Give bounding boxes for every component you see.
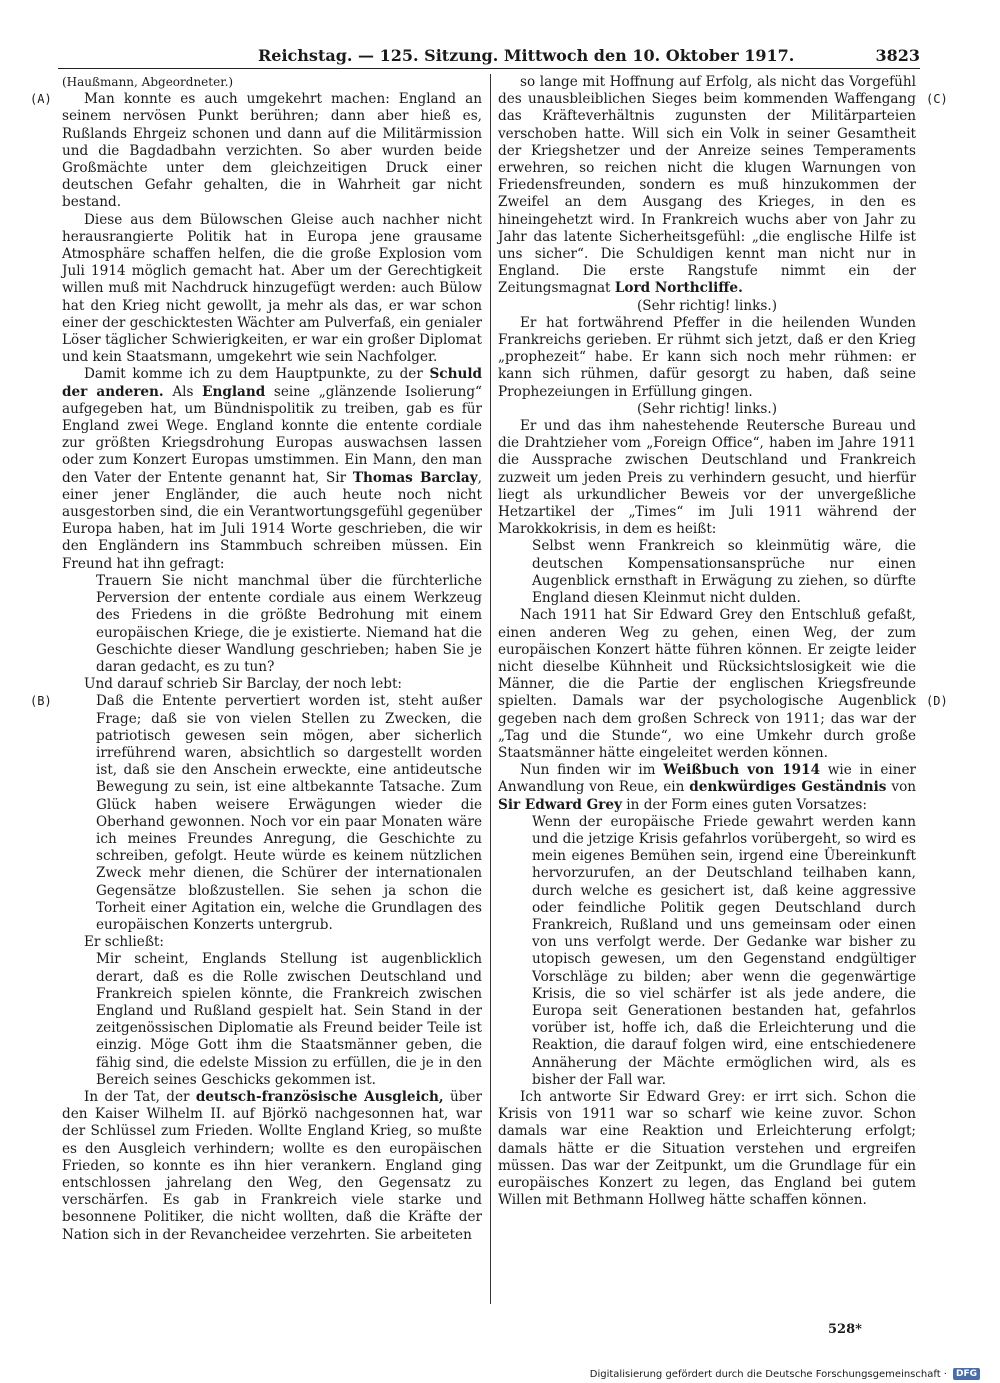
emphasized-text: deutsch-französische Ausgleich, xyxy=(195,1088,444,1105)
paragraph-text: Nun finden wir im xyxy=(520,762,664,779)
speaker-attribution: (Haußmann, Abgeordneter.) xyxy=(62,75,234,89)
paragraph xyxy=(498,762,916,814)
emphasized-text: Schuld der anderen. xyxy=(62,366,482,400)
left-text-column xyxy=(62,74,482,1244)
emphasized-text: denkwürdiges Geständnis xyxy=(689,779,887,796)
paragraph-text: über den Kaiser Wilhelm II. auf Björkö nachgesonnen hat, war der Schlüssel zum Frieden. Wollte England Krieg, so mußte es den Ausgleich verhindern; wollte es den europäischen Frieden, so konnte es ihn hier verankern. England ging entschlossen jahrelang den Weg, den Gegensatz zu verschärfen. Es gab in Frankreich viele starke und besonnene Politiker, die nicht wollten, daß die Kräfte der Nation sich in der Revancheidee verzehrten. Sie arbeiteten xyxy=(62,1088,482,1243)
paragraph-text: in der Form eines guten Vorsatzes: xyxy=(621,796,867,813)
page-footer xyxy=(590,1368,980,1380)
page-header xyxy=(58,44,920,69)
paragraph xyxy=(62,366,482,572)
paragraph-text: , einer jener Engländer, die auch heute noch nicht ausgestorben sind, die ein Verantwortungsgefühl gegenüber Europa haben, hat im Juli 1914 Worte geschrieben, die wir den Engländern ins Stammbuch schreiben müssen. Ein Freund hat ihn gefragt: xyxy=(62,469,482,572)
paragraph-text: Damit komme ich zu dem Hauptpunkte, zu der xyxy=(84,366,430,383)
right-text-column xyxy=(498,74,916,1209)
paragraph: Nach 1911 hat Sir Edward Grey den Entschluß gefaßt, einen anderen Weg zu gehen, einen Weg, der zum europäischen Konzert hätte führen können. Er zeigte leider nicht dieselbe Kühnheit und Rücksichtslosigkeit wie die Männer, die die Partie der englischen Kriegsfreunde spielten. Damals war der psychologische Augenblick gegeben nach dem großen Schreck von 1911; das war der „Tag und die Stunde“, wo eine Umkehr durch große Staatsmänner hätte eingeleitet werden können. xyxy=(498,607,916,761)
paragraph: Und darauf schrieb Sir Barclay, der noch lebt: xyxy=(84,676,402,693)
margin-letter-a: (A) xyxy=(30,92,52,106)
paragraph: Er hat fortwährend Pfeffer in die heilenden Wunden Frankreichs gerieben. Er rühmt sich jetzt, daß er den Krieg „prophezeit“ habe. Er kann sich noch mehr rühmen: er kann sich rühmen, dafür gesorgt zu haben, daß seine Prophezeiungen in Erfüllung gingen. xyxy=(498,314,916,400)
paragraph: Man konnte es auch umgekehrt machen: England an seinem nervösen Punkt berühren; dann aber hieß es, Rußlands Ehrgeiz schonen und dann auf die Militärmission und die Bagdadbahn verzichten. So aber wurden beide Großmächte unter dem gleichzeitigen Druck einer deutschen Gefahr gehalten, die in Wahrheit gar nicht bestand. xyxy=(62,91,482,211)
footer-credit-text: Digitalisierung gefördert durch die Deutsche Forschungsgemeinschaft · xyxy=(589,1368,947,1380)
emphasized-text: Sir Edward Grey xyxy=(498,796,622,813)
quoted-passage: Daß die Entente pervertiert worden ist, steht außer Frage; daß sie von vielen Stellen zu Zwecken, die patriotisch gewesen sein mögen, aber sicherlich irreführend waren, absichtlich so dargestellt worden ist, daß sie den Anschein erweckte, eine antideutsche Bewegung zu sein, ist eine altbekannte Tatsache. Zum Glück haben weisere Erwägungen wieder die Oberhand gewonnen. Noch vor ein paar Monaten wäre ich meines Freundes Anregung, die Geschichte zu schreiben, gefolgt. Heute würde es keinem nützlichen Zweck mehr dienen, die Schürer der internationalen Gegensätze bloßzustellen. Sie sehen ja schon die Torheit einer Agitation ein, welche die Grundlagen des europäischen Konzerts untergrub. xyxy=(96,693,482,933)
paragraph-text: so lange mit Hoffnung auf Erfolg, als nicht das Vorgefühl des unausbleiblichen Sieges beim kommenden Waffengang das Kräfteverhältnis zugunsten der Militärparteien verschoben hatte. Will sich ein Volk in seiner Gesamtheit der Kriegshetzer und der Anreize seines Temperaments erwehren, so reichen nicht die klugen Warnungen von Friedensfreunden, sondern es muß hinzukommen der Zweifel an dem Ausgang des Krieges, in den es hineingehetzt wird. In Frankreich wuchs aber von Jahr zu Jahr das latente Sicherheitsgefühl: „die englische Hilfe ist uns sicher“. Die Schuldigen kennt man nicht nur in England. Die erste Rangstufe nimmt ein der Zeitungsmagnat xyxy=(498,74,916,297)
paragraph: Diese aus dem Bülowschen Gleise auch nachher nicht herausrangierte Politik hat in Europa jene grausame Atmosphäre schaffen helfen, die die große Explosion vom Juli 1914 möglich gemacht hat. Aber um der Gerechtigkeit willen muß mit Nachdruck hinzugefügt werden: auch Bülow hat den Krieg nicht gewollt, ja mehr als das, er war schon einer der geschicktesten Wächter am Pulverfaß, ein genialer Löser täglicher Schwierigkeiten, er war ein großer Diplomat und kein Staatsmann, umgekehrt wie sein Nachfolger. xyxy=(62,211,482,366)
paragraph xyxy=(498,74,916,298)
paragraph: Er schließt: xyxy=(84,934,164,951)
dfg-logo-icon: DFG xyxy=(953,1368,980,1380)
emphasized-text: Lord Northcliffe. xyxy=(614,280,743,297)
emphasized-text: Thomas Barclay xyxy=(352,469,478,486)
quoted-passage: Wenn der europäische Friede gewahrt werden kann und die jetzige Krisis gefahrlos vorübergeht, so wird es mein eigenes Bemühen sein, irgend eine Übereinkunft hervorzurufen, an der Deutschland teilhaben kann, durch welche es gesichert ist, daß keine aggressive oder feindliche Politik gegen Deutschland durch Frankreich, Rußland und uns gemeinsam oder einen von uns verfolgt werde. Der Gedanke war bisher zu utopisch gewesen, um den Gegenstand endgültiger Vorschläge zu bilden; aber wenn die gegenwärtige Krisis, die so viel schärfer ist als jede andere, die Europa seit Generationen bestanden hat, gefahrlos vorüber ist, hoffe ich, daß die Erleichterung und die Reaktion, die darauf folgen wird, eine entschiedenere Annäherung der Mächte ermöglichen wird, als es bisher der Fall war. xyxy=(532,813,916,1088)
interjection: (Sehr richtig! links.) xyxy=(636,400,778,417)
paragraph: Ich antworte Sir Edward Grey: er irrt sich. Schon die Krisis von 1911 war so scharf wie keine zuvor. Schon damals war eine Reaktion und Erleichterung erfolgt; damals hätte er die Situation verstehen und ergreifen müssen. Das war der Zeitpunkt, um die Grundlage für ein europäisches Konzert zu legen, das England bei gutem Willen mit Bethmann Hollweg hätte schaffen können. xyxy=(498,1088,916,1209)
printer-signature-mark: 528* xyxy=(828,1322,862,1337)
margin-letter-c: (C) xyxy=(926,92,948,106)
paragraph-text: von xyxy=(886,779,917,796)
margin-letter-d: (D) xyxy=(926,694,948,708)
page-number: 3823 xyxy=(875,46,920,65)
quoted-passage: Mir scheint, Englands Stellung ist augenblicklich derart, daß es die Rolle zwischen Deutschland und Frankreich spielen könnte, die Frankreich zwischen England und Rußland gespielt hat. Sein Stand in der zeitgenössischen Diplomatie als Freund beider Teile ist einzig. Möge Gott ihm die Staatsmänner geben, die fähig sind, die edelste Mission zu erfüllen, die je in den Bereich seines Geschicks gekommen ist. xyxy=(96,951,482,1088)
emphasized-text: Weißbuch von 1914 xyxy=(663,762,821,779)
paragraph-text: Als xyxy=(163,383,203,400)
paragraph-text: seine „glänzende Isolierung“ aufgegeben hat, um Bündnispolitik zu treiben, gab es für England zwei Wege. England konnte die entente cordiale zur größten Kriegsdrohung Europas auswachsen lassen oder zum Konzert Europas umstimmen. Ein Mann, den man den Vater der Entente genannt hat, Sir xyxy=(62,383,482,486)
page-header-title: Reichstag. — 125. Sitzung. Mittwoch den 10. Oktober 1917. xyxy=(258,46,795,65)
quoted-passage: Trauern Sie nicht manchmal über die fürchterliche Perversion der entente cordiale aus einem Werkzeug des Friedens in die größte Bedrohung mit einem europäischen Kriege, die je existierte. Niemand hat die Geschichte dieser Wandlung geschrieben; haben Sie je daran gedacht, es zu tun? xyxy=(96,572,482,675)
emphasized-text: England xyxy=(202,383,266,400)
margin-letter-b: (B) xyxy=(30,694,52,708)
paragraph-text: wie in einer Anwandlung von Reue, ein xyxy=(498,762,917,796)
paragraph-text: In der Tat, der xyxy=(84,1088,196,1105)
paragraph xyxy=(62,1089,482,1244)
paragraph: Er und das ihm nahestehende Reutersche Bureau und die Drahtzieher vom „Foreign Office“, haben im Jahre 1911 die Aussprache zwischen Deutschland und Frankreich zuzweit um jeden Preis zu verhindern gesucht, und hierfür liegt als urkundlicher Beweis vor der unvergeßliche Hetzartikel der „Times“ im Juli 1911 während der Marokkokrisis, in dem es heißt: xyxy=(498,418,916,538)
quoted-passage: Selbst wenn Frankreich so kleinmütig wäre, die deutschen Kompensationsansprüche nur einen Augenblick ernsthaft in Erwägung zu ziehen, so dürfte England diesen Kleinmut nicht dulden. xyxy=(532,538,916,607)
interjection: (Sehr richtig! links.) xyxy=(636,297,778,314)
column-divider xyxy=(490,74,491,1304)
